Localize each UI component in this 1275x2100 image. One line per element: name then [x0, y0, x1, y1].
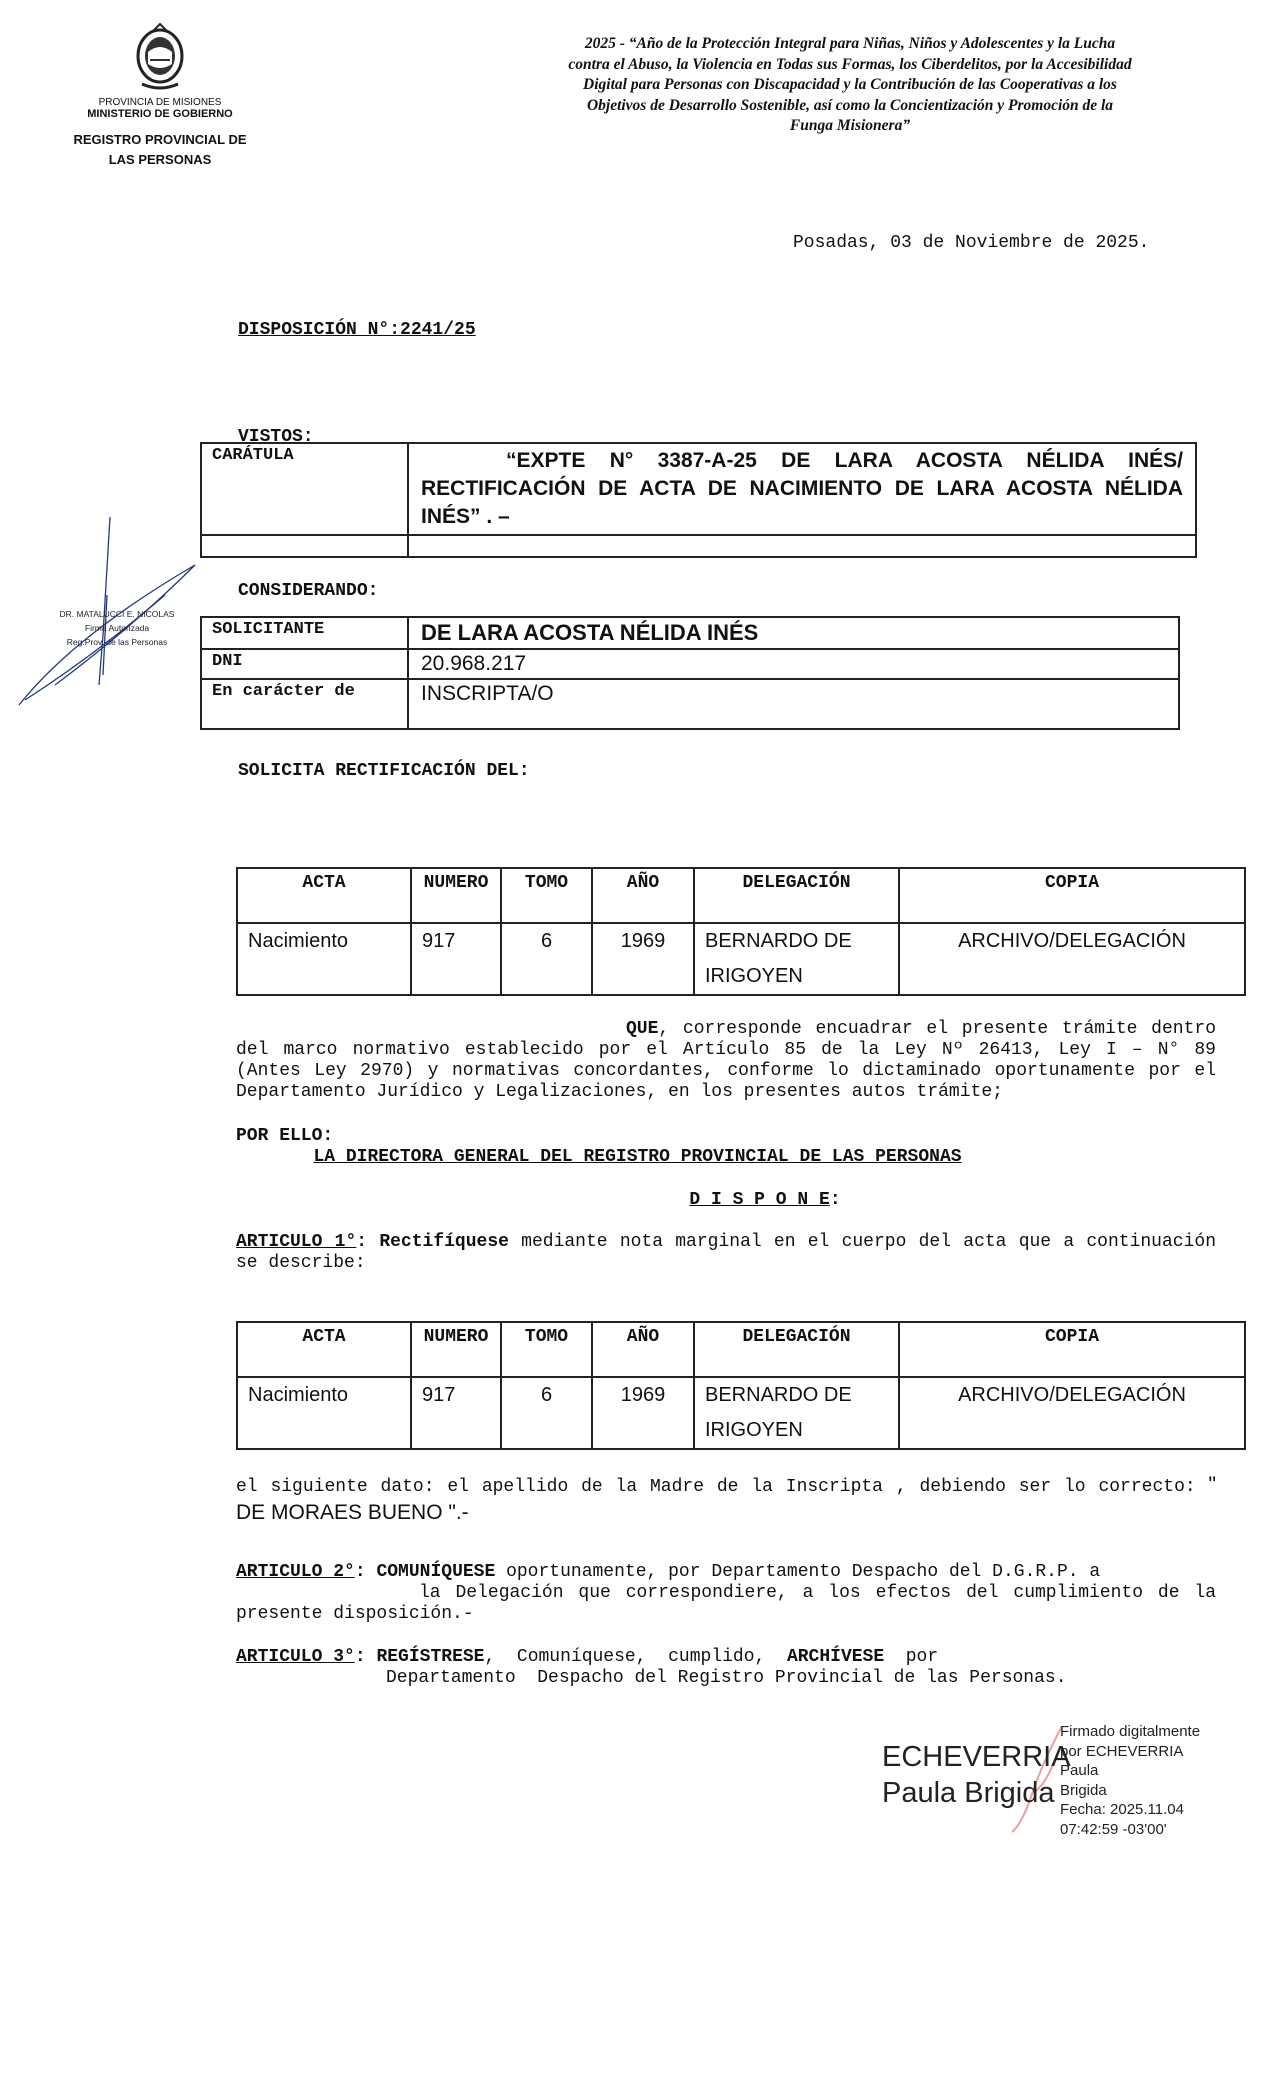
articulo-2: ARTICULO 2°: COMUNÍQUESE oportunamente, por Departamento Despacho del D.G.R.P. a la Delegación que correspondiere, a los efectos del cumplimiento de la presente disposición.- [236, 1562, 1216, 1624]
province-coat-of-arms-icon [130, 22, 190, 92]
que-paragraph: QUE, corresponde encuadrar el presente trámite dentro del marco normativo establecido por el Artículo 85 de la Ley Nº 26413, Ley I – N° 89 (Antes Ley 2970) y normativas concordantes, conforme lo dictaminado oportunamente por el Departamento Jurídico y Legalizaciones, en los presentes autos trámite; [236, 1019, 1216, 1102]
delegacion-cell: BERNARDO DE IRIGOYEN [694, 923, 899, 995]
numero-cell: 917 [411, 923, 501, 995]
header-logo-block [60, 22, 260, 170]
articulo-1: ARTICULO 1°: Rectifíquese mediante nota marginal en el cuerpo del acta que a continuación se describe: [236, 1232, 1216, 1273]
province-name: PROVINCIA DE MISIONES [98, 97, 222, 108]
table-row [237, 1377, 1245, 1449]
caratula-table [200, 442, 1197, 558]
tomo-header: TOMO [501, 868, 592, 923]
delegacion-header: DELEGACIÓN [694, 868, 899, 923]
anio-header: AÑO [592, 868, 694, 923]
copia-header: COPIA [899, 868, 1245, 923]
considerando-label: CONSIDERANDO: [238, 581, 379, 601]
acta-cell: Nacimiento [237, 923, 411, 995]
copia-cell: ARCHIVO/DELEGACIÓN [899, 1377, 1245, 1449]
acta-table-header-row [237, 868, 1245, 923]
acta-table-header-row [237, 1322, 1245, 1377]
tomo-cell: 6 [501, 923, 592, 995]
caratula-empty-cell [408, 535, 1196, 557]
correct-value: " DE MORAES BUENO ".- [236, 1473, 1216, 1524]
solicitante-label: SOLICITANTE [201, 617, 408, 649]
dni-value: 20.968.217 [408, 649, 1179, 679]
dni-label: DNI [201, 649, 408, 679]
solicitante-value: DE LARA ACOSTA NÉLIDA INÉS [408, 617, 1179, 649]
disposicion-number: DISPOSICIÓN N°:2241/25 [238, 320, 476, 340]
table-row [237, 923, 1245, 995]
delegacion-cell: BERNARDO DE IRIGOYEN [694, 1377, 899, 1449]
dato-paragraph: el siguiente dato: el apellido de la Madre de la Inscripta , debiendo ser lo correcto: " DE MORAES BUENO ".- [236, 1473, 1216, 1524]
acta-cell: Nacimiento [237, 1377, 411, 1449]
solicita-label: SOLICITA RECTIFICACIÓN DEL: [238, 761, 530, 781]
acta-table [236, 867, 1246, 996]
anio-cell: 1969 [592, 923, 694, 995]
directora-heading: LA DIRECTORA GENERAL DEL REGISTRO PROVINCIAL DE LAS PERSONAS [313, 1147, 962, 1167]
solicitante-table [200, 616, 1180, 730]
acta-header: ACTA [237, 1322, 411, 1377]
delegacion-header: DELEGACIÓN [694, 1322, 899, 1377]
tomo-header: TOMO [501, 1322, 592, 1377]
signer-name: ECHEVERRIA Paula Brigida [882, 1741, 1071, 1809]
copia-cell: ARCHIVO/DELEGACIÓN [899, 923, 1245, 995]
dispone-heading: D I S P O N E: [689, 1190, 841, 1210]
caratula-value: “EXPTE N° 3387-A-25 DE LARA ACOSTA NÉLIDA INÉS/ RECTIFICACIÓN DE ACTA DE NACIMIENTO DE LARA ACOSTA NÉLIDA INÉS” . – [408, 443, 1196, 535]
place-date: Posadas, 03 de Noviembre de 2025. [793, 233, 1150, 253]
signature-info: Firmado digitalmente por ECHEVERRIA Paula Brigida Fecha: 2025.11.04 07:42:59 -03'00' [1060, 1723, 1201, 1838]
por-ello-label: POR ELLO: [236, 1126, 334, 1146]
ministry-name: MINISTERIO DE GOBIERNO [87, 108, 233, 120]
articulo-3: ARTICULO 3°: REGÍSTRESE, Comuníquese, cumplido, ARCHÍVESE por Departamento Despacho del Registro Provincial de las Personas. [236, 1647, 1067, 1688]
anio-cell: 1969 [592, 1377, 694, 1449]
caratula-empty-cell [201, 535, 408, 557]
caracter-label: En carácter de [201, 679, 408, 729]
tomo-cell: 6 [501, 1377, 592, 1449]
numero-header: NUMERO [411, 868, 501, 923]
registry-name: REGISTRO PROVINCIAL DE LAS PERSONAS [73, 132, 247, 167]
numero-cell: 917 [411, 1377, 501, 1449]
vistos-label: VISTOS: [238, 427, 314, 447]
anio-header: AÑO [592, 1322, 694, 1377]
year-motto: 2025 - “Año de la Protección Integral para Niñas, Niños y Adolescentes y la Lucha contra el Abuso, la Violencia en Todas sus Formas, los Ciberdelitos, por la Accesibilidad Digital para Personas con Discapacidad y la Contribución de las Cooperativas a los Objetivos de Desarrollo Sostenible, así como la Concientización y Promoción de la Funga Misionera” [568, 35, 1132, 134]
numero-header: NUMERO [411, 1322, 501, 1377]
copia-header: COPIA [899, 1322, 1245, 1377]
caratula-label: CARÁTULA [201, 443, 408, 535]
acta-table [236, 1321, 1246, 1450]
digital-signature-block [882, 1722, 1222, 1842]
caracter-value: INSCRIPTA/O [408, 679, 1179, 729]
acta-header: ACTA [237, 868, 411, 923]
margin-signature-stamp: DR. MATALUCCI E. NICOLAS Firma Autorizada Reg.Prov. de las Personas [15, 515, 205, 715]
